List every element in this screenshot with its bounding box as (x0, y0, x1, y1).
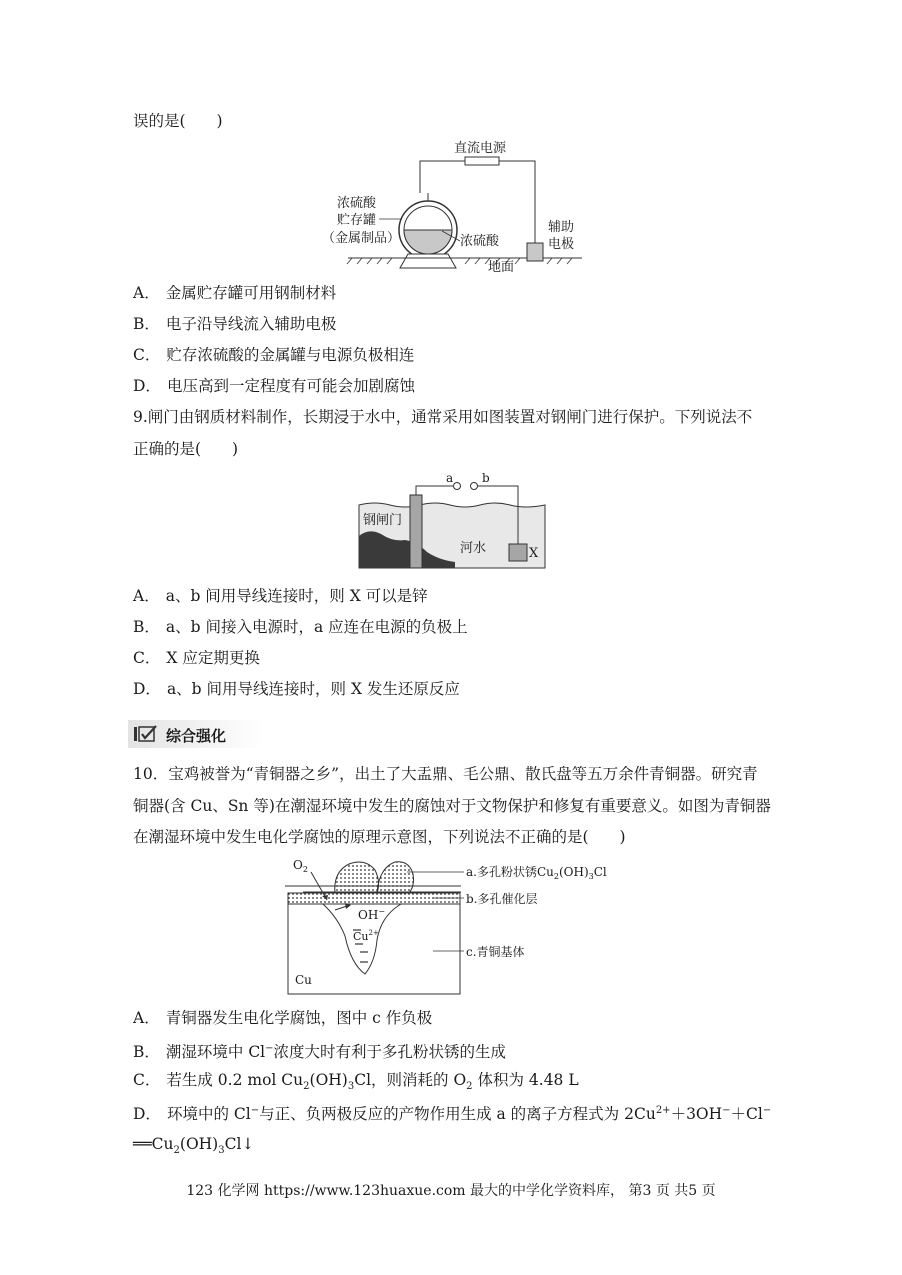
cu2-label: $Cu^{2+}$ (353, 929, 379, 943)
q10-stem-line3: 在潮湿环境中发生电化学腐蚀的原理示意图，下列说法不正确的是( ) (133, 828, 626, 846)
rust-mound-2 (377, 862, 414, 893)
terminal-b (471, 483, 478, 490)
q9-option-c: C． X 应定期更换 (133, 649, 260, 667)
q8-option-d: D． 电压高到一定程度有可能会加剧腐蚀 (133, 377, 415, 395)
q8-option-a: A． 金属贮存罐可用钢制材料 (133, 284, 337, 302)
q10-option-a: A． 青铜器发生电化学腐蚀，图中 c 作负极 (133, 1009, 433, 1027)
steel-gate (410, 495, 422, 568)
ground-label: 地面 (488, 260, 515, 275)
q9-stem-line2: 正确的是( ) (133, 440, 239, 458)
oh-label: OH− (358, 907, 386, 922)
q8-figure (310, 135, 600, 275)
q9-stem-line1: 9.闸门由钢质材料制作，长期浸于水中，通常采用如图装置对钢闸门进行保护。下列说法不 (133, 408, 753, 426)
label-b: b (482, 471, 490, 485)
label-a: a (446, 471, 454, 485)
electrode-x (509, 544, 527, 561)
q10-option-d: D． 环境中的 Cl−与正、负两极反应的产物作用生成 a 的离子方程式为 $2Cu^{2+}+3OH^-+Cl^-$ (133, 1105, 772, 1124)
acid-label: 浓硫酸 (460, 234, 500, 249)
q10-option-d-line2: $══Cu_2(OH)_3Cl↓$ (133, 1135, 255, 1157)
page-footer: 123 化学网 https://www.123huaxue.com 最大的中学化学资料库， 第3 页 共5 页 (186, 1183, 716, 1199)
section-title: 综合强化 (166, 727, 227, 745)
aux-electrode (527, 243, 543, 261)
q10-option-b: B． 潮湿环境中 Cl−浓度大时有利于多孔粉状锈的生成 (133, 1043, 507, 1062)
q10-figure (283, 852, 633, 1000)
q9-option-b: B． a、b 间接入电源时，a 应连在电源的负极上 (133, 618, 468, 636)
tank-label-2: 贮存罐 (337, 213, 377, 228)
q10-stem-line1: 10．宝鸡被誉为“青铜器之乡”，出土了大盂鼎、毛公鼎、散氏盘等五万余件青铜器。研究青 (133, 765, 758, 783)
river-label: 河水 (460, 541, 487, 556)
cu-label: Cu (295, 973, 312, 987)
label-b-catalytic: b.多孔催化层 (466, 892, 538, 906)
q10-stem-line2: 铜器(含 Cu、Sn 等)在潮湿环境中发生的腐蚀对于文物保护和修复有重要意义。如图为青铜器 (133, 797, 771, 815)
aux-label-2: 电极 (548, 237, 575, 252)
label-a-rust: a.多孔粉状锈$Cu_2(OH)_3Cl$ (466, 865, 607, 881)
power-label: 直流电源 (454, 141, 507, 156)
tank-label-1: 浓硫酸 (337, 196, 377, 211)
q8-option-c: C． 贮存浓硫酸的金属罐与电源负极相连 (133, 346, 415, 364)
o2-label: $O_2$ (293, 858, 308, 874)
rust-mound-1 (335, 862, 379, 893)
q8-stem-tail: 误的是( ) (133, 112, 223, 130)
power-resistor-icon (465, 157, 499, 165)
q9-option-d: D． a、b 间用导线连接时，则 X 发生还原反应 (133, 680, 460, 698)
label-c-bronze: c.青铜基体 (466, 945, 525, 959)
q8-option-b: B． 电子沿导线流入辅助电极 (133, 315, 337, 333)
catalytic-layer (288, 893, 460, 904)
x-label: X (529, 546, 539, 561)
terminal-a (454, 483, 461, 490)
q9-figure (355, 468, 550, 573)
aux-label-1: 辅助 (548, 220, 575, 235)
pencil-check-icon (133, 725, 159, 743)
gate-label: 钢闸门 (363, 513, 403, 528)
q9-option-a: A． a、b 间用导线连接时，则 X 可以是锌 (133, 587, 428, 605)
q10-option-c: C． 若生成 0.2 mol $Cu_2(OH)_3Cl$，则消耗的 $O_2$ 体积为 4.48 L (133, 1071, 579, 1093)
tank-label-3: （金属制品） (322, 231, 401, 246)
